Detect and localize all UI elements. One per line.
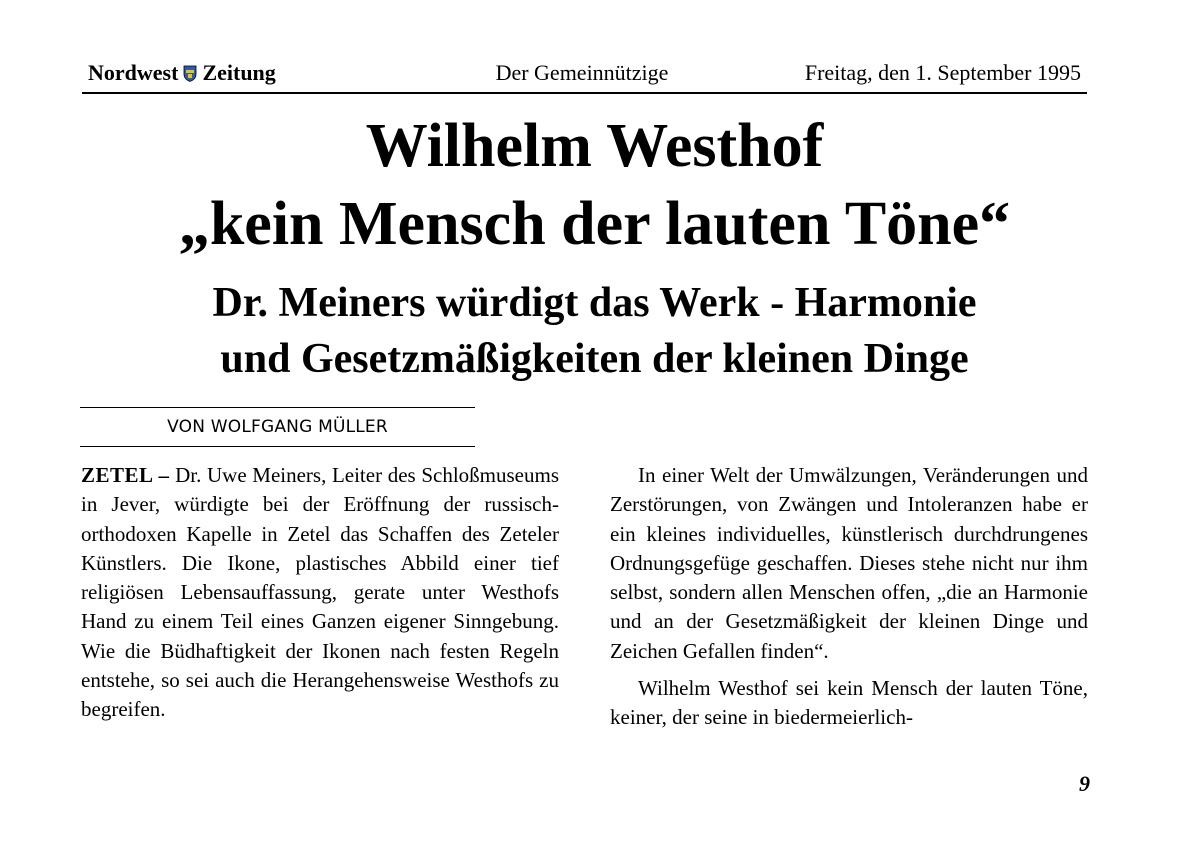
dateline: ZETEL –: [81, 463, 170, 487]
byline: VON WOLFGANG MÜLLER: [80, 407, 475, 447]
article-paragraph: [81, 461, 559, 725]
masthead: [82, 58, 1087, 94]
paper-name-left: Nordwest: [88, 60, 179, 85]
supplement-title: Der Gemeinnützige: [495, 60, 669, 85]
article-column-left: [81, 461, 559, 725]
headline-line-1: Wilhelm Westhof: [365, 112, 824, 180]
issue-date: Freitag, den 1. September 1995: [804, 60, 1081, 85]
article-column-right: [610, 461, 1088, 733]
page-number: 9: [1079, 771, 1090, 796]
article-paragraph: In einer Welt der Umwälzungen, Veränderungen und Zerstörungen, von Zwängen und Intoleranzen habe er ein kleines individuelles, künstlerisch durchdrungenes Ordnungsgefüge geschaffen. Dieses stehe nicht nur ihm selbst, sondern allen Menschen offen, „die an Harmonie und an der Gesetzmäßigkeit der kleinen Dinge und Zeichen Gefallen finden“.: [610, 463, 1088, 663]
paper-name-right: Zeitung: [202, 60, 276, 85]
coat-of-arms-icon: [183, 65, 197, 82]
headline-line-2: „kein Mensch der lauten Töne“: [178, 190, 1011, 258]
article-paragraph: Wilhelm Westhof sei kein Mensch der lauten Töne, keiner, der seine in biedermeierlich-: [610, 676, 1088, 730]
subheadline-line-2: und Gesetzmäßigkeiten der kleinen Dinge: [220, 336, 969, 382]
subheadline-line-1: Dr. Meiners würdigt das Werk - Harmonie: [212, 280, 977, 326]
newspaper-name: [88, 60, 276, 86]
paragraph-text: Dr. Uwe Meiners, Leiter des Schloßmuseums in Jever, würdigte bei der Eröffnung der russisch-orthodoxen Kapelle in Zetel das Schaffen des Zeteler Künstlers. Die Ikone, plastisches Abbild einer tief religiösen Lebensauffassung, gerate unter Westhofs Hand zu einem Teil eines Ganzen eigener Sinngebung. Wie die Büdhaftigkeit der Ikonen nach festen Regeln entstehe, so sei auch die Herangehensweise Westhofs zu begreifen.: [81, 463, 559, 722]
